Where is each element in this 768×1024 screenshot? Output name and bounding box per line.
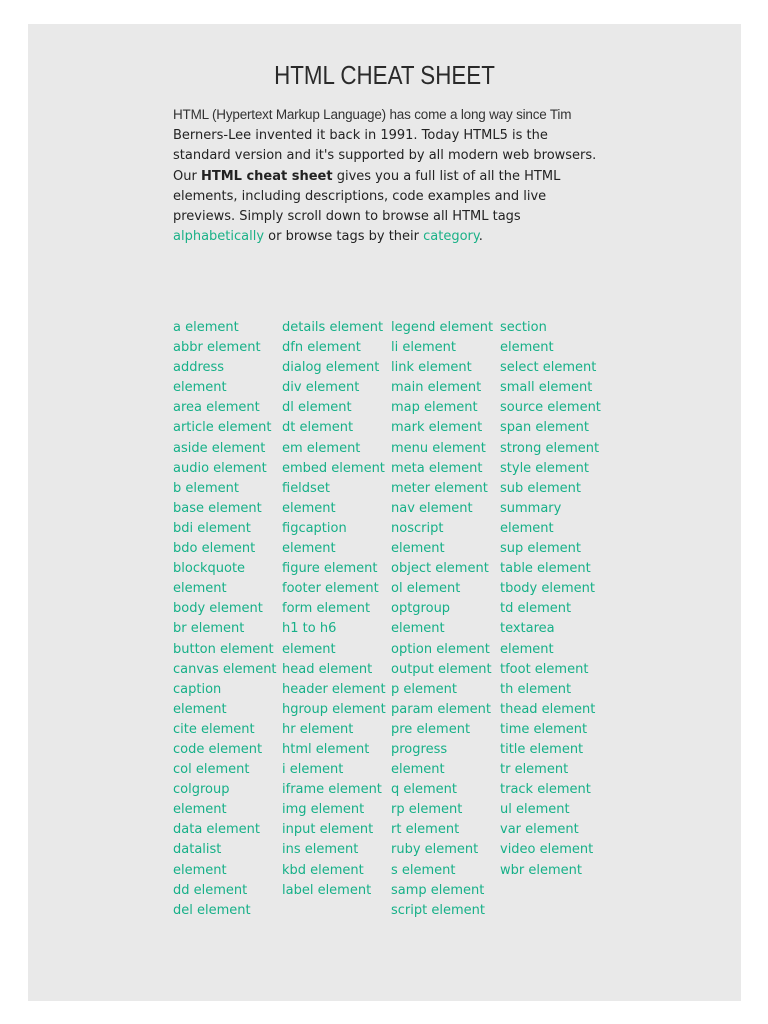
element-link[interactable]: img element [282,802,365,818]
element-link[interactable]: colgroup element [173,782,230,818]
element-link[interactable]: datalist element [173,842,227,878]
element-link[interactable]: aside element [173,440,266,456]
element-link[interactable]: kbd element [282,862,364,878]
intro-text-2: gives you a full list of all the HTML elements, including descriptions, code examples and live previews. Simply scroll down to browse all HTML tags [173,168,561,225]
intro-text-1: Berners-Lee invented it back in 1991. Today HTML5 is the standard version and it's supported by all modern web browsers. Our [173,128,597,184]
element-link[interactable]: caption element [173,681,227,717]
cheat-sheet-page [28,24,741,1001]
intro-bold-text: HTML cheat sheet [200,168,333,184]
element-link[interactable]: br element [173,621,245,637]
element-link[interactable]: article element [173,420,272,436]
alphabetically-link[interactable]: alphabetically [173,229,265,245]
element-link[interactable]: p element [391,681,457,697]
intro-first-line: HTML (Hypertext Markup Language) has come a long way since Tim [173,107,572,122]
element-link[interactable]: form element [282,601,371,617]
element-link[interactable]: meta element [391,460,483,476]
element-link[interactable]: optgroup element [391,601,451,637]
element-link[interactable]: tr element [500,762,569,778]
element-link[interactable]: abbr element [173,340,261,356]
element-link[interactable]: option element [391,641,490,657]
element-link[interactable]: em element [282,440,361,456]
intro-text-4: . [478,229,483,245]
element-link[interactable]: col element [173,762,250,778]
element-link[interactable]: style element [500,460,589,476]
element-link[interactable]: menu element [391,440,486,456]
element-link[interactable]: param element [391,701,491,717]
element-link[interactable]: bdo element [173,541,256,557]
element-link[interactable]: span element [500,420,589,436]
element-link[interactable]: cite element [173,721,255,737]
element-link[interactable]: input element [282,822,374,838]
element-link[interactable]: thead element [500,701,596,717]
element-link[interactable]: embed element [282,460,385,476]
intro-paragraph [173,105,598,247]
element-column-1 [173,318,277,921]
page-title: HTML CHEAT SHEET [274,60,495,90]
element-link[interactable]: footer element [282,581,379,597]
element-link[interactable]: ruby element [391,842,479,858]
element-link[interactable]: fieldset element [282,480,336,516]
element-link[interactable]: hr element [282,721,354,737]
element-link[interactable]: blockquote element [173,561,246,597]
element-link[interactable]: noscript element [391,520,445,557]
element-link[interactable]: map element [391,400,478,416]
element-link[interactable]: canvas element [173,661,277,677]
element-link[interactable]: rp element [391,802,463,818]
element-link[interactable]: textarea element [500,621,555,657]
element-link[interactable]: base element [173,500,262,516]
element-link[interactable]: section element [500,320,554,356]
category-link[interactable]: category [423,229,479,245]
element-link[interactable]: meter element [391,480,488,496]
element-link[interactable]: ins element [282,842,359,858]
element-link[interactable]: b element [173,480,239,496]
element-link[interactable]: h1 to h6 element [282,621,337,657]
element-link[interactable]: track element [500,782,591,798]
element-link[interactable]: legend element [391,320,494,335]
element-link[interactable]: dt element [282,420,354,436]
element-link[interactable]: sup element [500,541,582,557]
element-link[interactable]: button element [173,641,274,657]
element-link[interactable]: iframe element [282,782,382,798]
element-link[interactable]: nav element [391,500,473,516]
element-link[interactable]: sub element [500,480,582,496]
element-link[interactable]: body element [173,601,263,617]
element-link[interactable]: strong element [500,440,600,456]
element-link[interactable]: video element [500,842,594,858]
element-link[interactable]: main element [391,380,482,396]
element-link[interactable]: summary element [500,500,562,536]
element-link[interactable]: html element [282,741,370,757]
element-link[interactable]: var element [500,822,579,838]
element-link[interactable]: progress element [391,741,448,778]
element-link[interactable]: title element [500,741,584,757]
element-column-3 [391,318,495,921]
element-column-2 [282,318,386,901]
element-link[interactable]: area element [173,400,260,416]
element-link[interactable]: hgroup element [282,701,386,717]
element-link[interactable]: del element [173,902,251,918]
element-link[interactable]: output element [391,661,492,677]
element-link[interactable]: address element [173,360,227,396]
element-link[interactable]: label element [282,882,372,898]
intro-text-3: or browse tags by their [264,229,424,245]
element-link[interactable]: time element [500,721,588,737]
element-link[interactable]: th element [500,681,572,697]
element-link[interactable]: data element [173,822,261,838]
element-link[interactable]: bdi element [173,520,251,536]
element-link[interactable]: pre element [391,721,471,737]
element-link[interactable]: div element [282,380,360,396]
element-link[interactable]: dd element [173,882,248,898]
element-link[interactable]: code element [173,741,263,757]
element-link[interactable]: wbr element [500,862,582,878]
element-link[interactable]: ul element [500,802,570,818]
element-link[interactable]: dfn element [282,340,361,356]
element-link[interactable]: dialog element [282,360,380,376]
element-link[interactable]: source element [500,400,601,416]
element-link[interactable]: details element [282,320,384,335]
element-link[interactable]: rt element [391,822,460,838]
element-link[interactable]: q element [391,782,457,798]
element-link[interactable]: ol element [391,581,461,597]
element-link[interactable]: tbody element [500,581,595,597]
element-link[interactable]: figcaption element [282,520,347,557]
element-link[interactable]: script element [391,902,485,918]
element-link[interactable]: td element [500,601,572,617]
element-link[interactable]: small element [500,380,593,396]
element-link[interactable]: header element [282,681,386,697]
element-link[interactable]: li element [391,340,456,356]
element-link[interactable]: mark element [391,420,483,436]
element-link[interactable]: table element [500,561,591,577]
element-column-4 [500,318,604,881]
element-link[interactable]: samp element [391,882,485,898]
element-link[interactable]: tfoot element [500,661,589,677]
element-link[interactable]: audio element [173,460,267,476]
element-link[interactable]: link element [391,360,472,376]
element-link[interactable]: figure element [282,561,378,577]
element-link[interactable]: s element [391,862,456,878]
element-link[interactable]: dl element [282,400,352,416]
element-link[interactable]: object element [391,561,489,577]
element-link[interactable]: select element [500,360,597,376]
element-link[interactable]: a element [173,320,239,335]
element-link[interactable]: head element [282,661,373,677]
element-link[interactable]: i element [282,762,344,778]
